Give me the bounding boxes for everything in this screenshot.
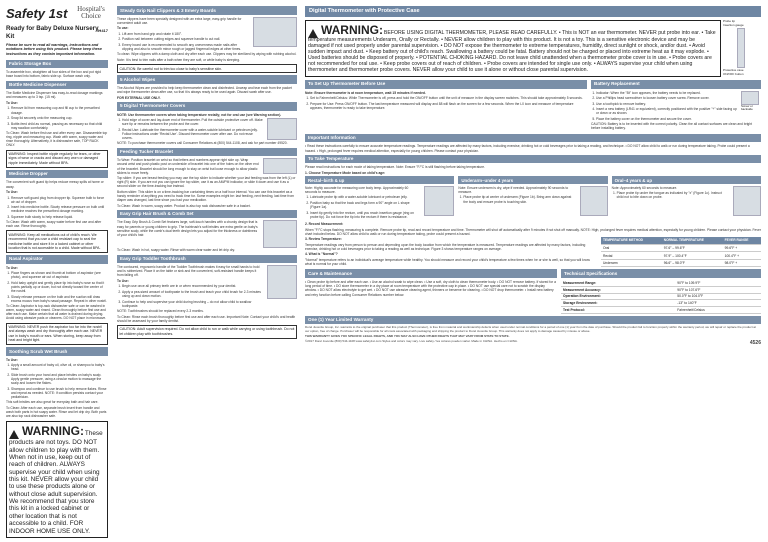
table-cell: 98.0°F + — [723, 259, 761, 267]
baby-underarm-illustration-icon — [580, 186, 608, 216]
toothbrush-heading: Easy Grip Toddler Toothbrush — [117, 255, 297, 264]
table-cell: Fahrenheit/Celsius — [675, 307, 761, 314]
brush-step: 2. Slide brush onto your hand and place bristles on baby's scalp. Apply gentle pressure, using a circular motion to massage the scalp and loosen the flakes. — [11, 373, 108, 385]
care-heading: Care & Maintenance — [305, 269, 557, 278]
toothbrush-step: 2. Apply a pea-sized amount of toothpaste to the brush and teach your child brush for 2-3 minutes using up and down motion. — [122, 290, 263, 298]
table-cell: Test Protocol: — [561, 307, 675, 314]
comb-text: The Easy Grip Brush & Comb Set features large, soft-touch handles with a chunky design that is easy for parents or young children to grip. The hairbrush's soft bristles are extra gentle on baby's sensitive scalp, while the comb's dual teeth design lets you adjust for the thickness or daintiness of your child's hair. — [117, 220, 258, 237]
setup-step: 1. Set to Fahrenheit/Celsius: While Thermometer is off, press and hold the ON/OFF button until the unit of measure in the display screen switches. This should take approximately 5 seconds. — [310, 96, 587, 100]
column-middle — [117, 6, 297, 341]
nasal-step: 2. Hold baby upright and gently place tip into baby's nose so that it points partially up or down, but not directly toward the center of the nostril. — [11, 281, 108, 293]
table-cell: -13° to 140°F — [675, 300, 761, 307]
covers-order: NOTE: To purchase thermometer covers call Consumer Relations at (800) 544-1108, and ask for part number 49520. — [117, 141, 288, 146]
warranty-text: Dorel Juvenile Group, Inc. warrants to the original purchaser that this product (Thermometer), is free from material and workmanship defects when used under normal conditions for a period of one (1) year from the date of purchase. Should the product fail to function properly within the warranty period, we will repair or replace the product at our option, free of charge. Purchaser will be responsible for all costs associated with packaging and shipping the product to Dorel Juvenile Group. This warranty does not apply to damage caused by misuse or abuse. — [305, 325, 756, 334]
mode-rectal-note: Note: Highly accurate for measuring core body temp. Approximately 60 seconds to measure. — [305, 185, 409, 194]
covers-section — [117, 102, 297, 146]
nail-step: 3. Emery board use is recommended to smooth any unevenness made nails after clipping and also to smooth minor rough or jagged fingernail edges at other times. — [122, 43, 249, 51]
warranty-heading: One (1) Year Limited Warranty — [305, 316, 761, 325]
brush-step: 3. Shampoo and continue to use brush to help remove flakes. Rinse and repeat as needed. NOTE: If condition persists contact your pediatrician. — [11, 387, 108, 399]
table-cell: 90°F to 109.9°F — [675, 280, 761, 286]
product-title: Ready for Baby Deluxe Nursery Kit — [6, 25, 99, 40]
take-intro: Please read instructions for each mode of taking temperature. Note: Ensure °F/°C is still flashing before taking temperature. — [305, 165, 486, 170]
table-cell: Measurement Accuracy: — [561, 286, 675, 293]
battery-step: 3. Use a toothpick to remove battery. — [596, 102, 737, 106]
battery-heading: Battery Replacement — [591, 80, 761, 89]
nail-intro: These clippers have been specially designed with an extra large, easy-grip handle for convenient adult use. — [117, 16, 242, 25]
table-cell: 96.6° – 98.0°F — [662, 259, 723, 267]
dropper-section — [6, 170, 108, 253]
battery-step: 4. Insert a new battery (LR41 or equivalent), correctly positioned with the positive "+" side facing up or down or as shown. — [596, 107, 737, 115]
thermometer-warning-word: WARNING: — [320, 22, 383, 37]
dropper-clean: To Clean: Wash with warm, soapy water before first use and after each use. Rinse thoroughly. — [6, 220, 102, 229]
table-cell: Oral — [601, 244, 662, 252]
dropper-step: 2. Insert into medicine bottle. Slowly release pressure on bulb until medicine reaches the prescribed dosage marking. — [11, 205, 108, 213]
mode-oral — [612, 176, 761, 220]
table-cell: 97.9° – 100.4°F — [662, 252, 723, 260]
table-header: FEVER RANGE — [723, 237, 761, 244]
nail-caution: CAUTION: Be careful not to trim too close to baby's sensitive skin. — [117, 64, 297, 73]
table-header: NORMAL TEMPERATURE — [662, 237, 723, 244]
mode-underarm-step: 1. Place probe tip at center of underarm (Figure 1b). Bring arm down against the body and ensure probe is touching skin. — [463, 195, 575, 203]
nasal-warning: WARNING: NEVER push the aspirator too far into the nostril and always wash and dry thoroughly after each use. NEVER use in baby's mouth or ears. When storing, keep away from heat and bright light. — [6, 323, 108, 346]
tech-section — [561, 269, 761, 313]
nail-step: 1. Lift arm from hand grip and rotate it 180°. — [122, 32, 249, 36]
nasal-step: 3. Slowly release pressure on the bulb and the suction will draw excess mucus from baby's nasal passage. Repeat in other nostril. — [11, 295, 108, 303]
battery-step: 5. Place the battery cover on the thermometer and secure the cover. — [596, 117, 737, 121]
onoff-button-label: ON/OFF button — [723, 72, 744, 77]
table-cell: 90°F to 107.6°F — [675, 286, 761, 293]
temperature-table — [601, 237, 761, 267]
toothbrush-intro: The contoured, ergonomic handle of the Toddler Toothbrush makes it easy for small hands to hold and is rubberized. Place it on the table or sink and the convenient, soft-resistant handle keeps it from falling off. — [117, 265, 260, 278]
toothbrush-note: NOTE: Toothbrushes should be replaced every 2-3 months. — [117, 309, 204, 314]
important-text: • Read these instructions carefully to ensure accurate temperature readings. Temperature readings are affected by many factors, including exercise, drinking hot or cold beverages prior to taking a reading, and technique. • DO NOT allow child to walk or run during temperature taking. Probe could present a hazard. • High, prolonged fever requires medical attention, especially for young children. Please contact your physician. — [305, 144, 750, 153]
bottom-warning — [6, 421, 108, 538]
bottle-use-label: To Use: — [6, 100, 18, 105]
toothbrush-step: 1. Begin use once all primary teeth are in or when recommended by your dentist. — [122, 284, 263, 288]
fabric-section — [6, 60, 108, 79]
brush-use-label: To Use: — [6, 357, 18, 362]
covers-step: 2. Rectal Use: Lubricate the thermometer cover with a water-soluble lubricant or petroleum jelly. Follow instructions under 'Rectal Use'. Discard thermometer cover after use. Do not reuse covers. — [122, 128, 263, 140]
table-row — [561, 307, 761, 314]
covers-step: 1. Hold edge of cover and lay-down end of thermometer. Pull the outside protective cover off. Make sure tip or remains between the probe and the cover. — [122, 118, 263, 126]
take-section — [305, 155, 761, 268]
mode-rectal-step: 1. Lubricate probe tip with a water-soluble lubricant or petroleum jelly. — [310, 195, 420, 199]
protective-case-label: Protective case — [723, 68, 744, 73]
model-number: IH417 — [97, 28, 108, 34]
nasal-heading: Nasal Aspirator — [6, 255, 108, 264]
bottle-intro: The Bottle Medicine Dispenser has easy-to-read dosage markings and measures up to 3 tsp. (15 ml). — [6, 91, 103, 100]
thermometer-heading: Digital Thermometer with Protective Case — [305, 6, 761, 17]
bracelet-text: To Wear: Position bracelet on wrist so that letters and numbers appear right side up. Wrap around wrist and push plastic post on underside of bracelet into one of the holes on the other end of the bracelet. Bracelet should be long enough to stay on wrist but loose enough to allow plastic sliders to move freely. — [117, 158, 259, 175]
partner-logo: Hospital's Choice — [77, 5, 105, 20]
bracelet-bottom: Bottom slider: This slider is on a time-tracking bar containing times on a half hour interval. You can use this bracelet as a handy reminder of anything you need to track time for. Some examples might be: last feeding, next feeding, last time from diaper was changed, last time since you had your medication. — [117, 189, 295, 203]
toothbrush-section — [117, 255, 297, 339]
bottle-warning: WARNING: Inspect bottle nipple regularly for tears, or other signs of wear or cracks and discard any worn or damaged nipple immediately. Made without BPA. — [6, 150, 108, 168]
bracelet-tip: Top slider: If you are breast feeding you may use the top slider to indicate whether your last feeding was from the left (L) or right (R) side. If you are not you can ignore the top slider, use it as an AM/PM indicator, or slide it down and use it as a second slider on the time-tracking bar instead. — [117, 176, 296, 189]
column-left — [6, 6, 108, 541]
table-cell: Storage Environment: — [561, 300, 675, 307]
nail-section — [117, 6, 297, 73]
record-text: When °F/°C stops flashing, measuring is complete. Remove probe tip, read and record temperature and time. Thermometer will shut off automatically after 9 minutes if not shut off manually. NOTE: High, prolonged fever requires medical attention, especially for young children. Please contact your physician. Fever chart included below. DO NOT allow child to walk or run during temperature taking, probe could present a hazard. — [305, 227, 761, 236]
alcohol-heading: 5 Alcohol Wipes — [117, 75, 297, 84]
dropper-use-label: To Use: — [6, 190, 18, 195]
brush-step: 1. Apply a small amount of baby oil, olive oil, or shampoo to baby's head. — [11, 363, 108, 371]
table-row — [561, 293, 761, 300]
mode-rectal-step: 3. Insert tip gently into the rectum, until you reach insertion gauge (ring on probe tip). Do not force the tip into the rectum if there is resistance. — [310, 211, 420, 219]
table-cell: 97.6° – 99.6°F — [662, 244, 723, 252]
table-cell: Operation Environment: — [561, 293, 675, 300]
mouth-oral-illustration-icon — [733, 186, 761, 216]
review-heading: 3. Review Temperature: — [305, 237, 342, 242]
covers-heading: 5 Digital Thermometer Covers — [117, 102, 297, 111]
battery-illustration-icon — [741, 91, 759, 105]
nasal-clean: To Clean: Aspirator is top-rack dishwasher safe or can be washed in warm, soapy water and rinsed. Clean thoroughly before first use and after each use. Make certain that all water is drained during drying. Avoid using abrasive pads or cleaners. DO NOT place in microwave. — [6, 304, 107, 321]
care-text: • Clean probe tip before and after each use. • Use an alcohol swab to wipe clean. • Use a soft, dry cloth to clean thermometer body. • DO NOT remove battery. If stored for a long period of time. • DO store thermometer in a dry place at room temperature with the protective cap in place. • DO NOT use special care not to scratch the display window. • DO NOT allow electrolyte to get wet. • DO NOT use abrasive cleaning agent, thinners or benzene for cleaning. • DO NOT drop thermometer. • Install new battery and retry function before calling Consumer Relations number below. — [305, 280, 556, 297]
dropper-intro: The convenient soft guard tip helps reduce messy spills at home or away. — [6, 180, 104, 189]
nail-clipper-illustration-icon — [253, 17, 297, 47]
dropper-warning: WARNING: Keep all medications out of child's reach. We recommend that you use a child resistant cap to seal the medicine bottle and store it in a locked cabinet or other location that is not accessible to a child. Made without BPA. — [6, 230, 108, 253]
comb-clean: To Clean: Wash in hot, soapy water. Rinse with warm clear water and let drip dry. — [117, 248, 236, 253]
table-row — [561, 300, 761, 307]
important-section — [305, 134, 761, 153]
record-heading: 2. Record Measurement: — [305, 222, 344, 227]
fabric-text: To assemble box, straighten all four sides of the box and put rigid base board into bottom, fabric side up. Surface wash only. — [6, 70, 101, 79]
warning-triangle-icon — [308, 29, 318, 38]
alcohol-section — [117, 75, 297, 99]
toothbrush-caution: CAUTION: Adult supervision required. Do not allow child to run or walk while carrying or using toothbrush. Do not let children play with toothbrushes. — [117, 325, 297, 339]
nasal-section — [6, 255, 108, 345]
comb-heading: Easy Grip Hair Brush & Comb Set — [117, 210, 297, 219]
mode-oral-note: Note: Approximately 60 seconds to measure. — [611, 185, 678, 190]
mode-underarm — [458, 176, 607, 220]
bottle-step: 2. Snap lid securely onto the measuring cup. — [11, 116, 108, 120]
nail-use-label: To use: — [117, 26, 129, 31]
thermometer-warning-text: BEFORE USING DIGITAL THERMOMETER, PLEASE READ CAREFULLY. • This is NOT an ear thermometer. NEVER put probe into ear. • Take temperature measurements Underarm, Orally or Rectally. • NEVER allow children to play with this product. It is not a toy. This is a sensitive electronic device and may be damaged if not used properly under parental supervision. • DO NOT expose the thermometer to extreme temperatures, humidity, direct sunlight or shock, and/or dust. • Avoid sudden impact and dust. • Keep battery out of child's reach. Swallowing a battery could be fatal. Battery should not be charged or placed into extreme heat as it may explode. • Used batteries should be disposed of properly. • POTENTIAL CHOKING HAZARD. Do not leave child unattended when a thermometer probe cover is in use. • Probe covers are not recommended for oral use. • Keep probe covers out of reach of children. • Probe covers are intended for single use only. • ALWAYS supervise your child when using thermometer and thermometer probe covers. NEVER allow your child to use it alone or without close parental supervision. — [308, 29, 716, 73]
thermometer-warning — [305, 20, 721, 77]
bottom-warning-word: WARNING: — [21, 424, 84, 439]
battery-step: 2. Use a Phillips head screwdriver to loosen battery cover screw. Remove cover. — [596, 96, 737, 100]
brush-note: This soft bristles are also great for everyday bath and hair care. — [6, 400, 99, 405]
bracelet-heading: Feeding Tucker Bracelet — [117, 148, 297, 157]
covers-note: NOTE: Use thermometer covers when taking temperature rectally; not for oral use (see Warning section). — [117, 112, 282, 117]
toothbrush-use-label: To Use: — [117, 278, 129, 283]
battery-step: 1. Indicator: When the "Bt" icon appears, the battery needs to be replaced. — [596, 91, 737, 95]
normal-text: "Normal" temperature refers to an individual's average temperature while healthy. You should measure and record your child's temperature a few times when he or she is well, so that you will know what is normal for your child. — [305, 257, 590, 266]
probe-cover-illustration-icon — [267, 118, 297, 140]
table-row — [561, 286, 761, 293]
thermometer-illustration-icon — [737, 28, 745, 68]
nail-clean: To clean: Wipe clippers with a damp cloth and dry after each use. Clippers may be sterilized by wiping with rubbing alcohol. — [117, 52, 297, 57]
table-cell: 50.0°F to 104.0°F — [675, 293, 761, 300]
normal-heading: 4. What is "Normal"? — [305, 252, 338, 257]
nail-step: 2. Position nail between cutting edges and squeeze handle to cut nail. — [122, 37, 249, 41]
brush-clean: To Clean: After each use, separate brush insert from handle and wash both parts in hot soapy water. Rinse and let drip dry. Both parts are also top rack dishwasher safe. — [6, 405, 107, 419]
probe-diagram — [723, 20, 761, 77]
setup-section — [305, 80, 587, 132]
bottle-section — [6, 81, 108, 168]
comb-illustration-icon — [263, 220, 297, 248]
dropper-step: 1. Remove soft guard plug from dropper tip. Squeeze bulb to force air out of dropper. — [11, 196, 108, 204]
take-heading: To Take Temperature — [305, 155, 761, 164]
nasal-use-label: To Use: — [6, 265, 18, 270]
table-row — [601, 252, 761, 260]
dropper-step: 3. Squeeze bulb slowly to help release liquid. — [11, 215, 108, 219]
table-cell: 100.4°F + — [723, 252, 761, 260]
setup-step: 2. Prepare for Use: Press ON/OFF button. The last temperature measured will display and 88 will flash on the screen for a few seconds. When the L0 icon and measure of temperature appears, thermometer is ready to take temperature. — [310, 102, 587, 110]
bracelet-section — [117, 148, 297, 208]
care-section — [305, 269, 557, 313]
take-step1: 1. Choose Temperature Mode based on child's age: — [305, 170, 386, 175]
table-header: TEMPERATURE METHOD — [601, 237, 662, 244]
table-cell: 99.6°F + — [723, 244, 761, 252]
mode-rectal-heading: Rectal–birth & up — [305, 176, 454, 184]
toothbrush-step: 3. Continue to help and supervise your child during brushing – do not allow child to swallow toothpaste. — [122, 300, 263, 308]
mode-oral-step: 1. Place probe tip under the tongue as indicated by "x" (Figure 1c). Instruct child not to bite down on probe. — [617, 191, 729, 199]
probe-tip-label: Probe tip — [723, 18, 736, 23]
print-code: 4526 — [749, 340, 761, 347]
bracelet-illustration-icon — [263, 158, 297, 174]
table-row — [601, 259, 761, 267]
brush-heading: Soothing Scrub Wet Brush — [6, 347, 108, 356]
mode-underarm-heading: Underarm–under 4 years — [458, 176, 607, 184]
dropper-heading: Medicine Dropper — [6, 170, 108, 179]
bottle-step: 1. Remove lid from measuring cup and fill cup to the prescribed dosage. — [11, 106, 108, 114]
mode-columns — [305, 176, 761, 220]
comb-section — [117, 210, 297, 253]
tech-table — [561, 280, 761, 314]
column-right — [305, 6, 761, 347]
important-heading: Important Information — [305, 134, 761, 143]
nasal-step: 1. Place fingers as shown and thumb at bottom of aspirator (see photo), and squeeze air out of aspirator. — [11, 271, 108, 279]
table-row — [601, 244, 761, 252]
warranty-section — [305, 316, 761, 348]
alcohol-external: FOR EXTERNAL USE ONLY. — [117, 95, 161, 100]
mode-oral-heading: Oral–4 years & up — [612, 176, 761, 184]
battery-section — [591, 80, 761, 132]
bottom-warning-text: These products are not toys. DO NOT allow children to play with them. When not in use, keep out of reach of children. ALWAYS supervise your child when using this kit. NEVER allow your child to use these products alone or without close adult supervision. We recommend that you store this kit in a locked cabinet or other location that is not accessible to a child. FOR INDOOR HOME USE ONLY. — [9, 430, 103, 535]
toothbrush-illustration-icon — [267, 265, 297, 299]
toothbrush-clean: To Clean: Rinse each brush thoroughly before first use and after each use. Important Note: Contact your child's oral health should be assessed by your family dentist. — [117, 314, 296, 323]
screw-diagram — [741, 91, 761, 123]
intro-text: Please be sure to read all warnings, instructions and notations before using this product. Please keep these instructions as they contain important information. — [6, 42, 102, 56]
bottle-heading: Bottle Medicine Dispenser — [6, 81, 108, 90]
insertion-gauge-label: Insertion gauge — [723, 22, 744, 27]
brush-section — [6, 347, 108, 418]
mode-rectal — [305, 176, 454, 220]
screw-label: Screw or backside — [741, 103, 753, 112]
mode-rectal-step: 2. Position baby so that the back and legs form a 90° angle on L shape (Figure 1a). — [310, 201, 420, 209]
warranty-disclaimer: THIS WARRANTY GIVES YOU SPECIFIC LEGAL RIGHTS, AND YOU MAY ALSO HAVE OTHER RIGHTS THAT MAY VARY FROM STATE TO STATE. — [305, 334, 510, 339]
nail-heading: Steady Grip Nail Clippers & 3 Emery Boards — [117, 6, 297, 15]
warning-triangle-icon — [9, 430, 19, 439]
bracelet-clean: To Clean: Wash in warm, soapy water. Product is also top rack dishwasher safe in a basket. — [117, 203, 251, 208]
brand-logo: Safety 1st — [6, 6, 68, 21]
battery-caution: CAUTION: Battery is to be inserted with the correct polarity. Clean the all contact surfaces are clean and bright before installing battery. — [591, 122, 753, 131]
table-cell: Underarm — [601, 259, 662, 267]
review-text: Temperature readings vary from person to person and depending upon the body location from which the temperature is measured. Temperature readings are affected by many factors, including exercise, drinking hot or cold beverages prior to taking a reading as well as technique. Figure 3 shows temperature ranges on average. — [305, 242, 586, 251]
alcohol-text: The Alcohol Wipes are provided to help keep thermometer clean and disinfected. Unwrap and tear each from the packet and wipe thermometer clean after use, so that it is always ready to be used again. Discard swab after use. — [117, 86, 292, 95]
baby-rectal-illustration-icon — [424, 186, 454, 216]
table-cell: Rectal — [601, 252, 662, 260]
nail-note: Note: It is best to trim nails after a bath when they are soft, or while baby is sleeping. — [117, 57, 240, 62]
fabric-heading: Fabric Storage Box — [6, 60, 108, 69]
company-line: ©2017 Dorel Juvenile (800) 544-1108 www.safety1st.com Styles and colors may vary. Live safety / les colores pueden variar. Made in CHINA. Hecho en CHINA. — [305, 339, 518, 344]
mode-underarm-note: Note: Ensure underarm is dry, wipe if needed. Approximately 90 seconds to measure. — [458, 185, 569, 194]
bottle-clean: To Clean: Wash before first use and after every use. Disassemble top ring, nipple and measuring cup. Wash with warm, soapy water and rinse thoroughly. Alternatively, it is dishwasher safe, TOP RACK ONLY. — [6, 131, 108, 148]
tech-heading: Technical Specifications — [561, 269, 761, 278]
setup-heading: To Set Up Thermometer Before Use — [305, 80, 587, 89]
table-cell: Measurement Range: — [561, 280, 675, 286]
bottle-step: 3. Bottle-feed child as normal, pausing as necessary so that child may swallow comfortably. — [11, 122, 108, 130]
setup-note: Note: Ensure thermometer is at room temperature, wait 15 minutes if needed. — [305, 90, 426, 95]
